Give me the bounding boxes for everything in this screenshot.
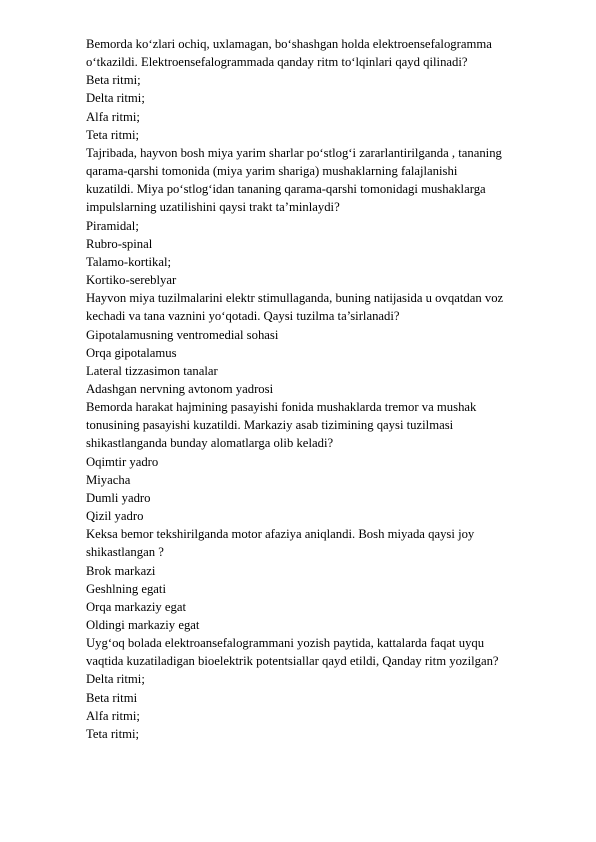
answer-option: Teta ritmi; xyxy=(86,726,140,741)
question-line: kechadi va tana vaznini yo‘qotadi. Qaysi tuzilma ta’sirlanadi? xyxy=(86,309,400,324)
answer-option: Beta ritmi; xyxy=(86,73,141,88)
answer-option: Rubro-spinal xyxy=(86,236,153,251)
answer-option: Kortiko-sereblyar xyxy=(86,273,177,288)
question-block-5 xyxy=(86,525,556,634)
question-block-4 xyxy=(86,398,556,525)
question-line: Hayvon miya tuzilmalarini elektr stimullaganda, buning natijasida u ovqatdan voz xyxy=(86,291,504,306)
question-line: Bemorda harakat hajmining pasayishi fonida mushaklarda tremor va mushak xyxy=(86,400,477,415)
answer-option: Oqimtir yadro xyxy=(86,454,159,469)
answer-option: Adashgan nervning avtonom yadrosi xyxy=(86,381,274,396)
question-text xyxy=(86,634,556,670)
answer-option: Beta ritmi xyxy=(86,690,138,705)
question-line: kuzatildi. Miya po‘stlog‘idan tananing qarama-qarshi tomonidagi mushaklarga xyxy=(86,182,486,197)
question-block-6 xyxy=(86,634,556,743)
question-line: tonusining pasayishi kuzatildi. Markaziy asab tizimining qaysi tuzilmasi xyxy=(86,418,454,433)
question-line: vaqtida kuzatiladigan bioelektrik potentsiallar qayd etildi, Qanday ritm yozilgan? xyxy=(86,654,499,669)
question-line: Keksa bemor tekshirilganda motor afaziya aniqlandi. Bosh miyada qaysi joy xyxy=(86,527,475,542)
answer-option: Alfa ritmi; xyxy=(86,109,140,124)
answer-option: Delta ritmi; xyxy=(86,91,145,106)
question-text xyxy=(86,35,556,71)
question-line: impulslarning uzatilishini qaysi trakt ta’minlaydi? xyxy=(86,200,340,215)
question-text xyxy=(86,525,556,561)
answer-option: Oldingi markaziy egat xyxy=(86,618,200,632)
question-block-1 xyxy=(86,35,556,144)
question-line: Uyg‘oq bolada elektroansefalogrammani yozish paytida, kattalarda faqat uyqu xyxy=(86,636,485,651)
question-line: Tajribada, hayvon bosh miya yarim sharlar po‘stlog‘i zararlantirilganda , tananing xyxy=(86,145,502,160)
answer-option: Miyacha xyxy=(86,472,131,487)
answer-option: Geshlning egati xyxy=(86,581,166,596)
question-line: Bemorda ko‘zlari ochiq, uxlamagan, bo‘shashgan holda elektroensefalogramma xyxy=(86,37,492,51)
answer-option: Alfa ritmi; xyxy=(86,708,140,723)
answer-option: Lateral tizzasimon tanalar xyxy=(86,363,218,378)
answer-option: Piramidal; xyxy=(86,218,139,233)
answer-option: Talamo-kortikal; xyxy=(86,254,172,269)
question-block-3 xyxy=(86,289,556,398)
answer-option: Gipotalamusning ventromedial sohasi xyxy=(86,327,279,342)
question-text xyxy=(86,289,556,325)
question-text xyxy=(86,398,556,452)
question-line: shikastlanganda bunday alomatlarga olib keladi? xyxy=(86,436,334,451)
answer-option: Qizil yadro xyxy=(86,509,144,524)
answer-option: Orqa gipotalamus xyxy=(86,345,177,360)
answer-option: Delta ritmi; xyxy=(86,672,145,687)
question-block-2 xyxy=(86,144,556,289)
question-line: shikastlangan ? xyxy=(86,545,164,560)
answer-option: Orqa markaziy egat xyxy=(86,599,187,614)
question-line: o‘tkazildi. Elektroensefalogrammada qanday ritm to‘lqinlari qayd qilinadi? xyxy=(86,55,468,70)
answer-option: Teta ritmi; xyxy=(86,127,140,142)
answer-option: Brok markazi xyxy=(86,563,156,578)
answer-option: Dumli yadro xyxy=(86,490,151,505)
document-text xyxy=(86,35,556,743)
question-text xyxy=(86,144,556,217)
question-line: qarama-qarshi tomonida (miya yarim shariga) mushaklarning falajlanishi xyxy=(86,164,458,179)
